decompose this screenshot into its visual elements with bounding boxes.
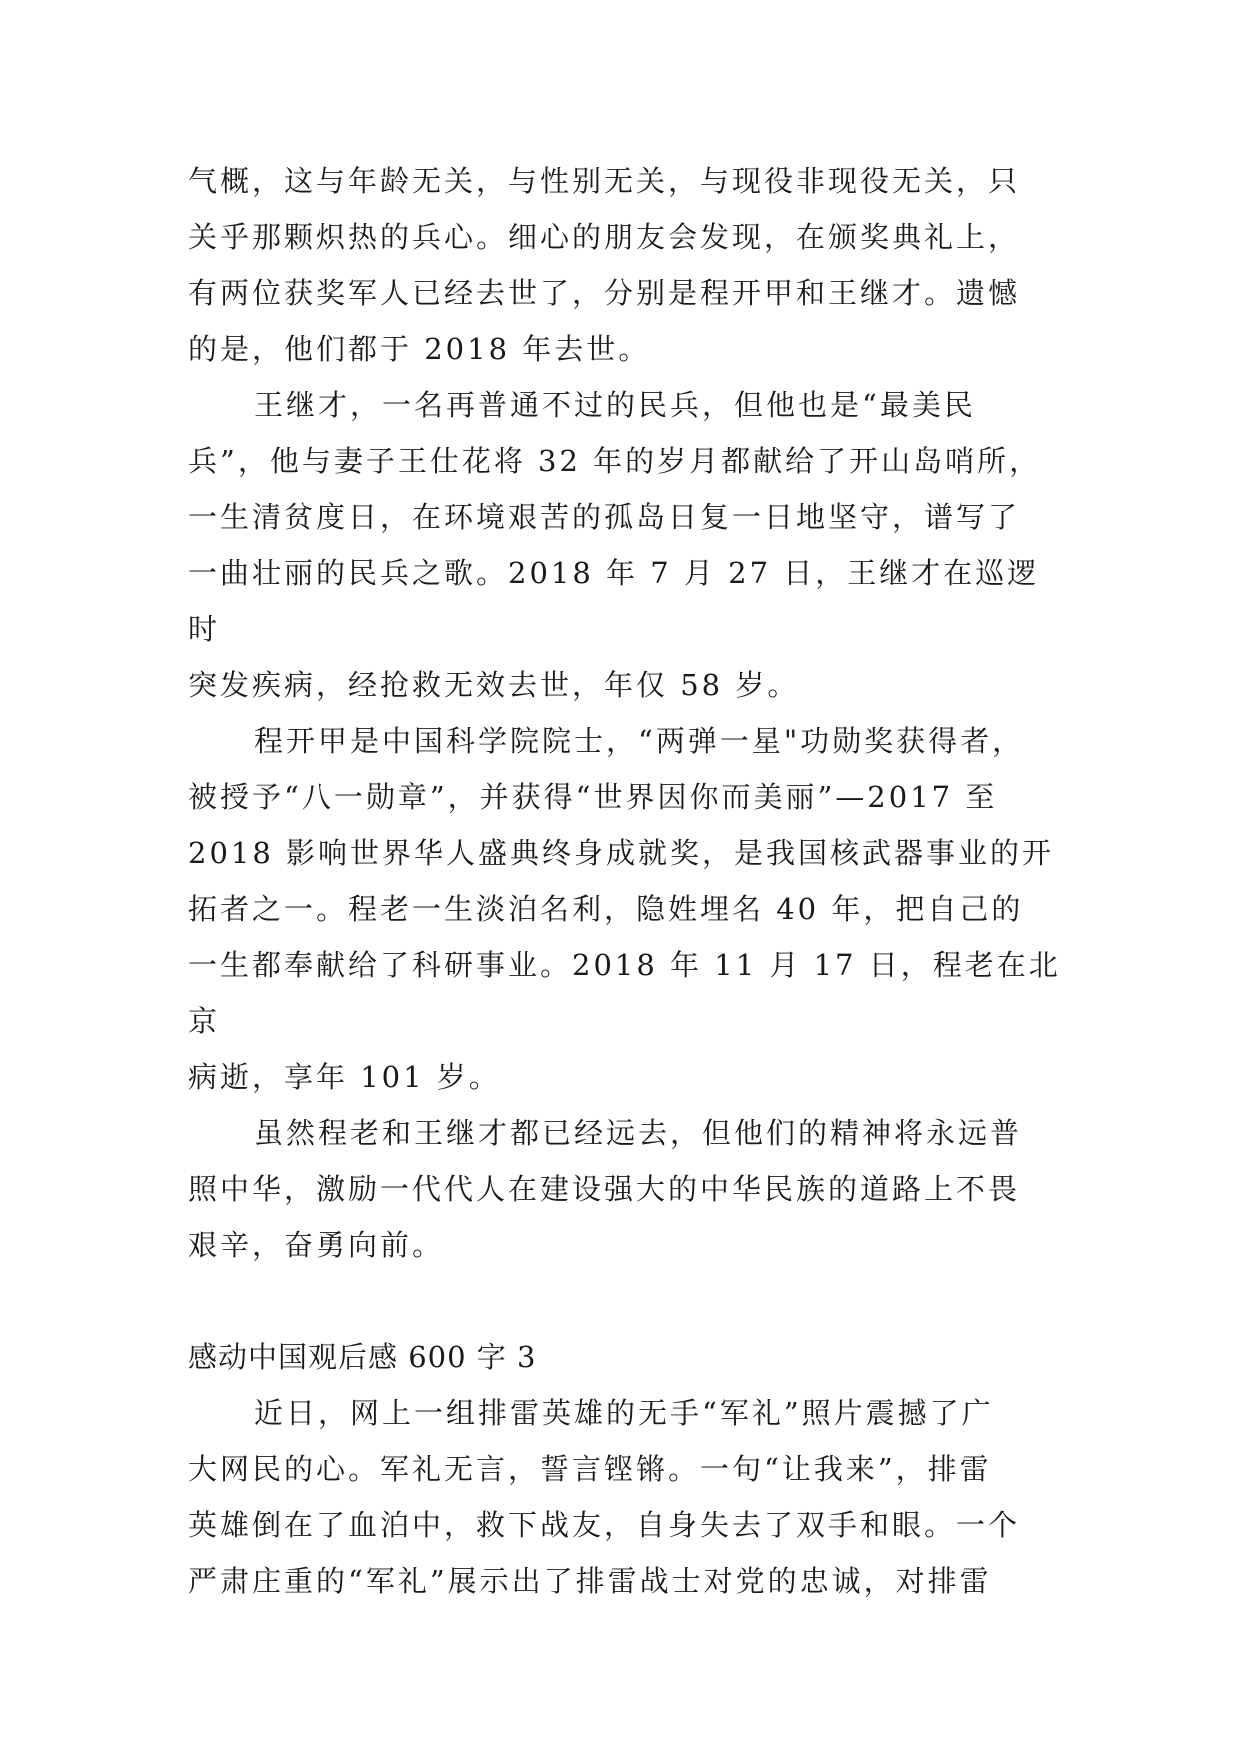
document-body (188, 153, 1068, 1609)
paragraph-wang-jicai: 王继才，一名再普通不过的民兵，但他也是“最美民 兵”，他与妻子王仕花将 32 年的岁月都献给了开山岛哨所， 一生清贫度日，在环境艰苦的孤岛日复一日地坚守，谱写了 一曲壮丽的民兵之歌。2018 年 7 月 27 日，王继才在巡逻时 突发疾病，经抢救无效去世，年仅 58 岁。 (188, 388, 1042, 702)
section-spacer (188, 1273, 1068, 1329)
paragraph-cheng-kaijia: 程开甲是中国科学院院士，“两弹一星"功勋奖获得者， 被授予“八一勋章”，并获得“世界因你而美丽”—2017 至 2018 影响世界华人盛典终身成就奖，是我国核武器事业的开 拓者之一。程老一生淡泊名利，隐姓埋名 40 年，把自己的 一生都奉献给了科研事业。2018 年 11 月 17 日，程老在北京 病逝，享年 101 岁。 (188, 724, 1061, 1094)
section-heading: 感动中国观后感 600 字 3 (188, 1340, 537, 1374)
paragraph-conclusion: 虽然程老和王继才都已经远去，但他们的精神将永远普 照中华，激励一代代人在建设强大的中华民族的道路上不畏 艰辛，奋勇向前。 (188, 1116, 1023, 1262)
paragraph-continuation: 气概，这与年龄无关，与性别无关，与现役非现役无关，只 关乎那颗炽热的兵心。细心的朋友会发现，在颁奖典礼上， 有两位获奖军人已经去世了，分别是程开甲和王继才。遗憾 的是，他们都于 2018 年去世。 (188, 164, 1021, 366)
paragraph-demining-hero: 近日，网上一组排雷英雄的无手“军礼”照片震撼了广 大网民的心。军礼无言，誓言铿锵。一句“让我来”，排雷 英雄倒在了血泊中，救下战友，自身失去了双手和眼。一个 严肃庄重的“军礼”展示出了排雷战士对党的忠诚，对排雷 (188, 1396, 1021, 1598)
